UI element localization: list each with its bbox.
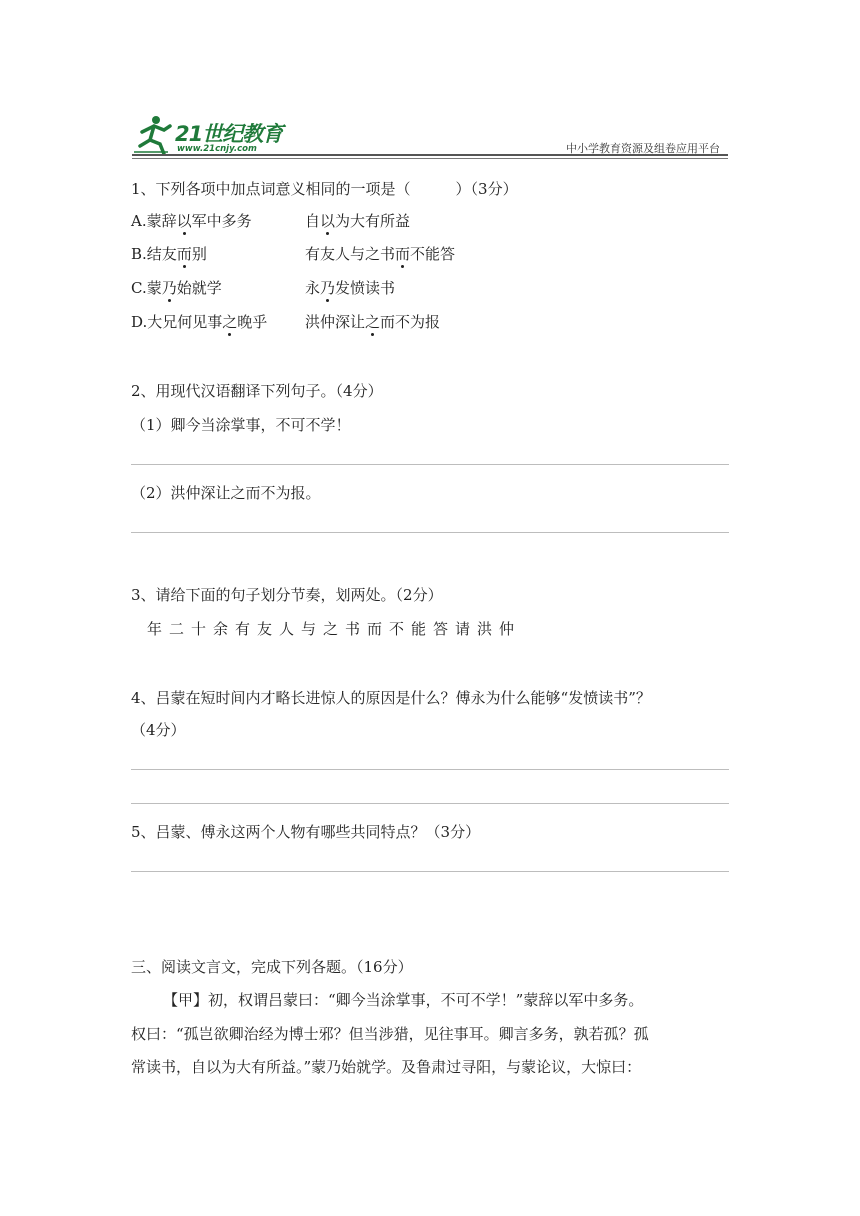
q3-stem: 3、请给下面的句子划分节奏，划两处。（2分） (131, 586, 443, 604)
section3-title: 三、阅读文言文，完成下列各题。（16分） (131, 958, 413, 976)
q4-answer-line-2[interactable] (131, 803, 729, 804)
q2-answer-line-2[interactable] (131, 532, 729, 533)
logo-url: www.21cnjy.com (177, 144, 257, 154)
q2-sentence-1: （1）卿今当涂掌事，不可不学！ (131, 416, 351, 434)
platform-caption: 中小学教育资源及组卷应用平台 (566, 142, 720, 155)
q5-stem: 5、吕蒙、傅永这两个人物有哪些共同特点？（3分） (131, 823, 481, 841)
logo-wordmark: 21世纪教育 (175, 122, 283, 146)
q2-answer-line-1[interactable] (131, 464, 729, 465)
q4-stem-line-1: 4、吕蒙在短时间内才略长进惊人的原因是什么？傅永为什么能够“发愤读书”？ (131, 689, 651, 707)
q1-option-a-left: A.蒙辞以军中多务 (131, 212, 252, 230)
q2-sentence-2: （2）洪仲深让之而不为报。 (131, 484, 321, 502)
q4-stem-line-2: （4分） (131, 721, 186, 739)
section3-passage-line-1: 【甲】初，权谓吕蒙曰：“卿今当涂掌事，不可不学！”蒙辞以军中多务。 (163, 991, 644, 1009)
q1-option-a-right: 自以为大有所益 (305, 212, 411, 230)
q4-answer-line-1[interactable] (131, 769, 729, 770)
q1-option-c-right: 永乃发愤读书 (305, 279, 396, 297)
q1-option-d-left: D.大兄何见事之晚乎 (131, 313, 268, 331)
q1-option-c-left: C.蒙乃始就学 (131, 279, 222, 297)
q1-stem: 1、下列各项中加点词意义相同的一项是（ ）（3分） (131, 180, 518, 198)
q1-option-d-right: 洪仲深让之而不为报 (305, 313, 441, 331)
header-rule (132, 154, 728, 156)
section3-passage-line-3: 常读书，自以为大有所益。”蒙乃始就学。及鲁肃过寻阳，与蒙论议，大惊曰： (131, 1058, 642, 1076)
header-rule-thin (132, 158, 728, 159)
q1-option-b-right: 有友人与之书而不能答 (305, 245, 456, 263)
q1-option-b-left: B.结友而别 (131, 245, 207, 263)
section3-passage-line-2: 权曰：“孤岂欲卿治经为博士邪？但当涉猎，见往事耳。卿言多务，孰若孤？孤 (131, 1025, 649, 1043)
q3-sentence[interactable]: 年二十余有友人与之书而不能答请洪仲 (147, 620, 522, 638)
q2-stem: 2、用现代汉语翻译下列句子。（4分） (131, 382, 383, 400)
q5-answer-line[interactable] (131, 871, 729, 872)
